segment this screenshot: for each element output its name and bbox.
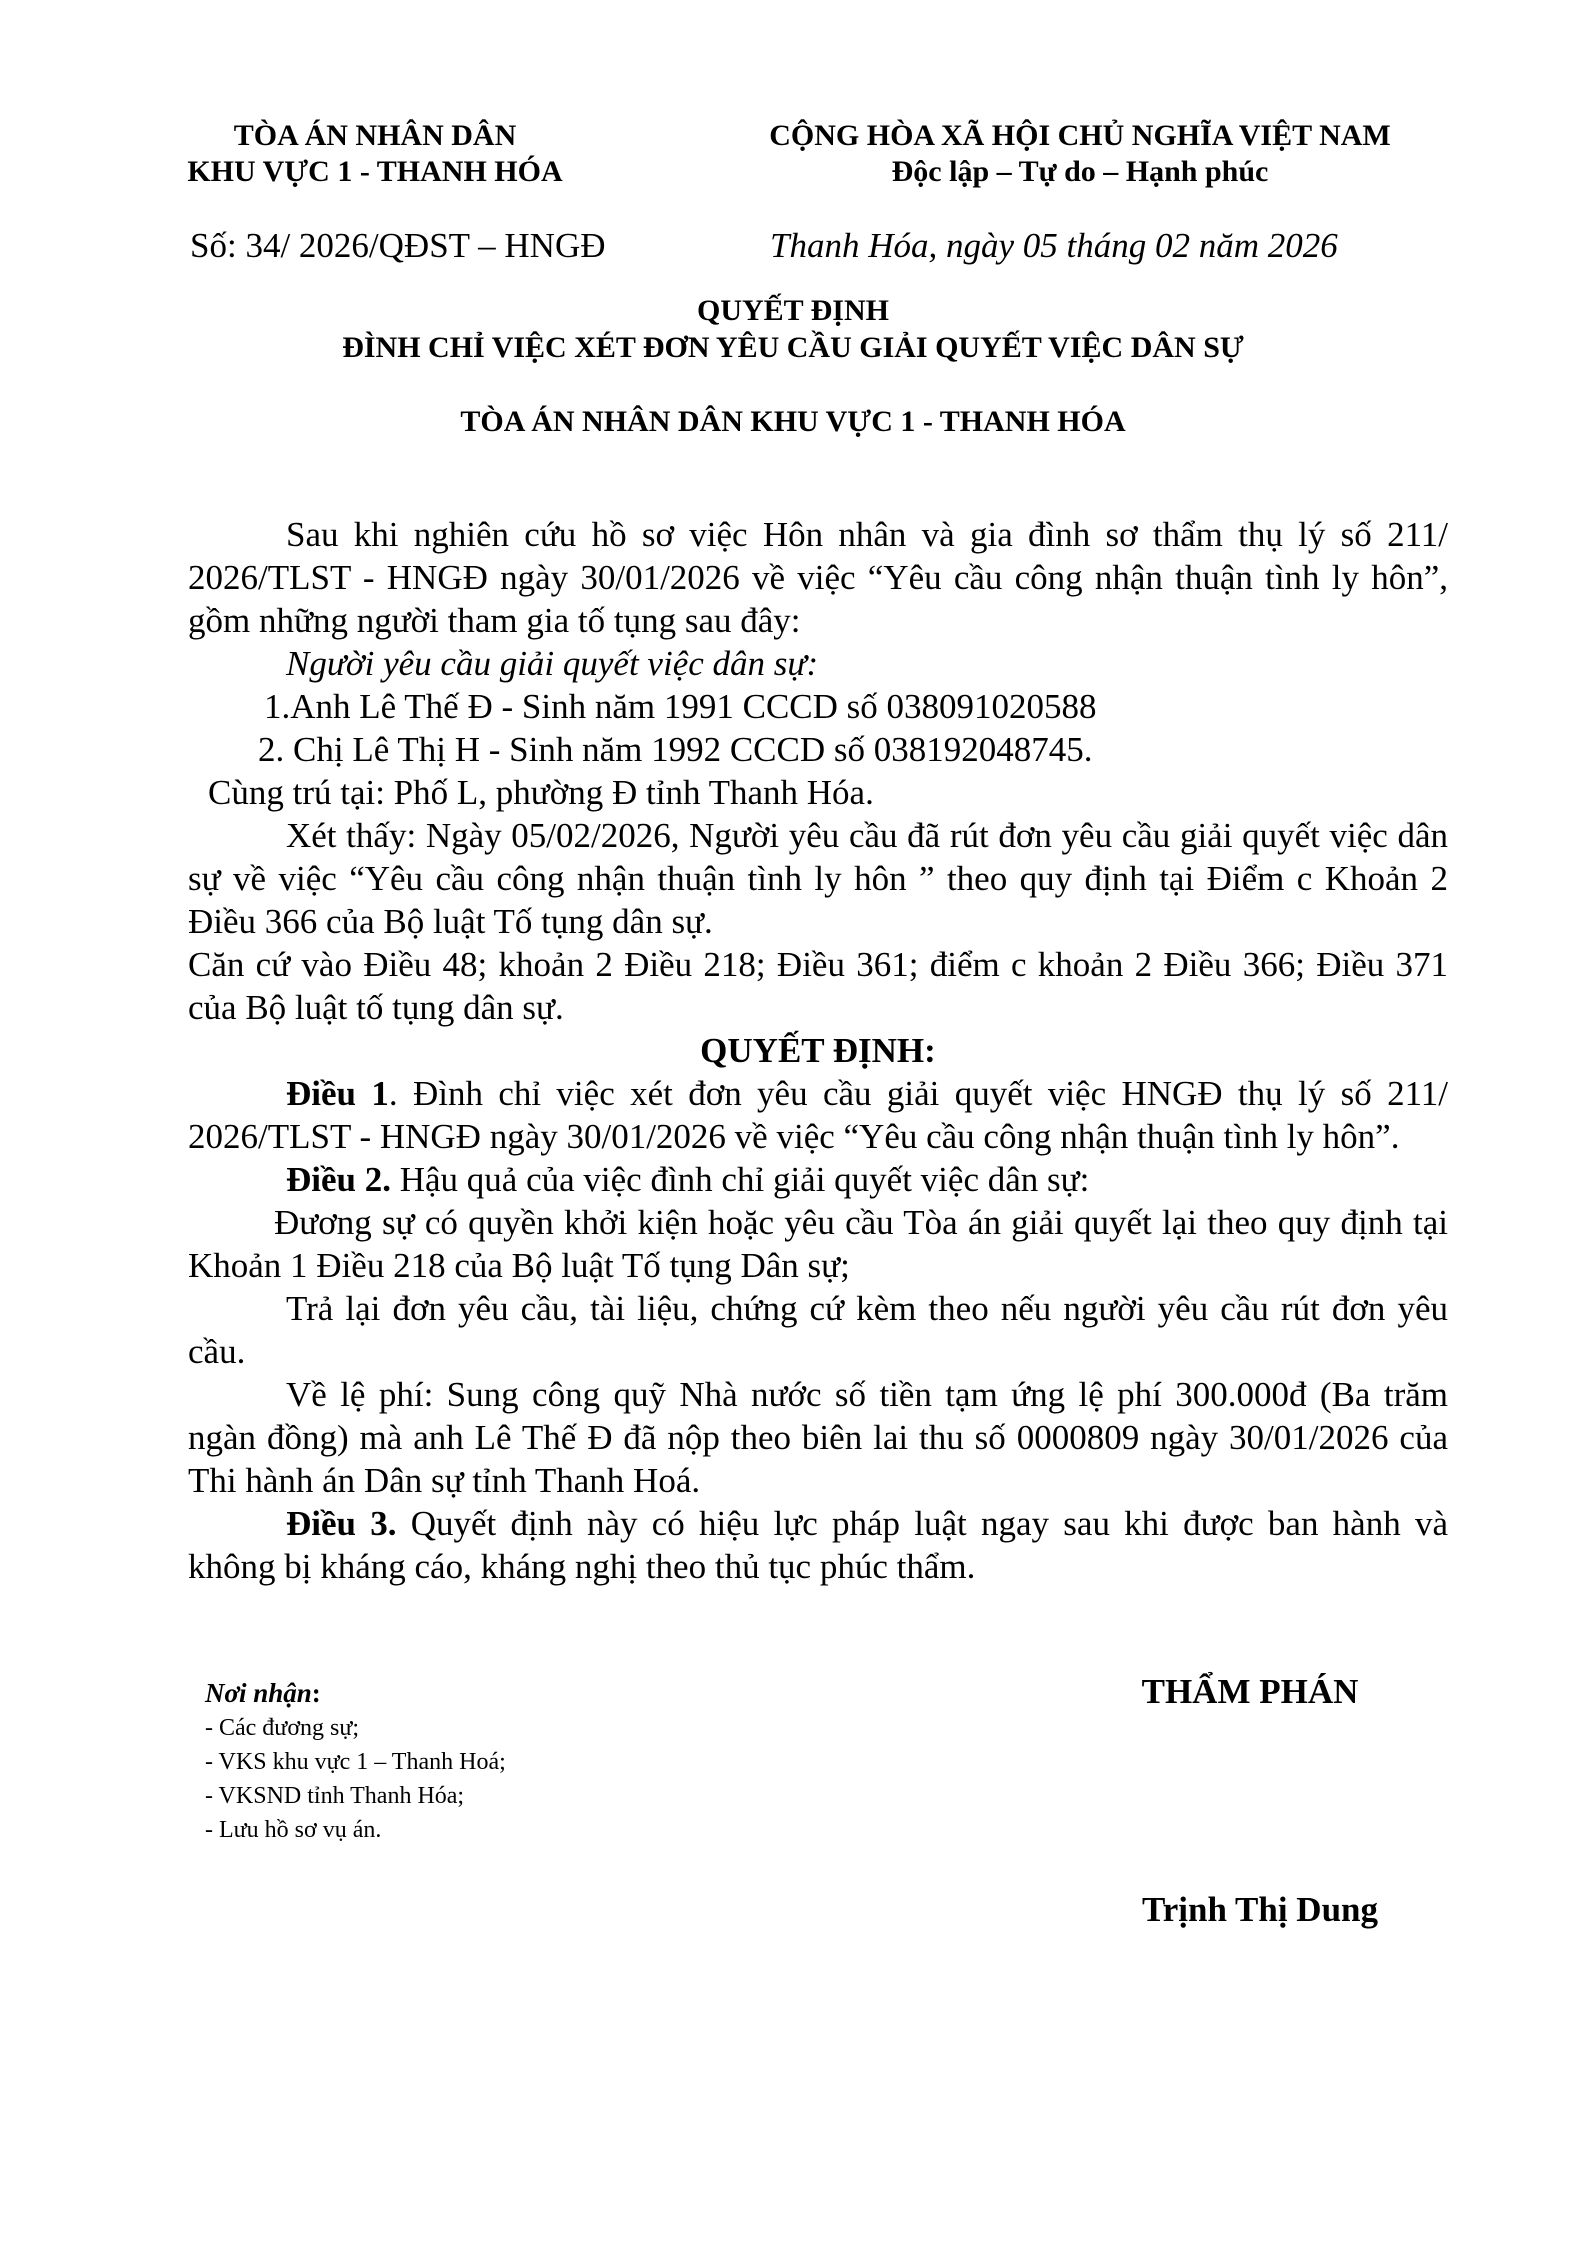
article-1 [188,1072,1448,1158]
decision-number: Số: 34/ 2026/QĐST – HNGĐ [190,226,606,265]
article-1-text: . Đình chỉ việc xét đơn yêu cầu giải quyết việc HNGĐ thụ lý số 211/ 2026/TLST - HNGĐ ngày 30/01/2026 về việc “Yêu cầu công nhận thuận tình ly hôn”. [188,1074,1448,1156]
recipient-item: - VKSND tỉnh Thanh Hóa; [205,1783,465,1809]
article-2 [188,1158,1448,1201]
recipients-heading: Nơi nhận: [205,1678,321,1708]
recipient-item: - Lưu hồ sơ vụ án. [205,1817,382,1843]
court-name-line1: TÒA ÁN NHÂN DÂN [233,119,517,152]
person-2: 2. Chị Lê Thị H - Sinh năm 1992 CCCD số 038192048745. [258,730,1093,769]
recipient-item: - VKS khu vực 1 – Thanh Hoá; [205,1749,506,1775]
recipients [205,1675,506,1847]
date-place: Thanh Hóa, ngày 05 tháng 02 năm 2026 [770,226,1338,265]
nation-motto: Độc lập – Tự do – Hạnh phúc [891,155,1269,188]
article-1-label: Điều 1 [286,1074,389,1113]
document-body [188,513,1448,1588]
article-3-label: Điều 3. [286,1504,397,1543]
article-3 [188,1502,1448,1588]
signer-name: Trịnh Thị Dung [1141,1890,1379,1929]
legal-basis: Căn cứ vào Điều 48; khoản 2 Điều 218; Điều 361; điểm c khoản 2 Điều 366; Điều 371 của Bộ luật tố tụng dân sự. [188,945,1448,1027]
person-1: 1.Anh Lê Thế Đ - Sinh năm 1991 CCCD số 038091020588 [264,687,1097,726]
nation-title: CỘNG HÒA XÃ HỘI CHỦ NGHĨA VIỆT NAM [769,119,1391,152]
court-name-line2: KHU VỰC 1 - THANH HÓA [187,155,563,188]
fee-paragraph: Về lệ phí: Sung công quỹ Nhà nước số tiền tạm ứng lệ phí 300.000đ (Ba trăm ngàn đồng) mà anh Lê Thế Đ đã nộp theo biên lai thu số 0000809 ngày 30/01/2026 của Thi hành án Dân sự tỉnh Thanh Hoá. [188,1375,1448,1500]
consideration-paragraph: Xét thấy: Ngày 05/02/2026, Người yêu cầu đã rút đơn yêu cầu giải quyết việc dân sự về việc “Yêu cầu công nhận thuận tình ly hôn ” theo quy định tại Điểm c Khoản 2 Điều 366 của Bộ luật Tố tụng dân sự. [188,816,1448,941]
article-2-text: Hậu quả của việc đình chỉ giải quyết việc dân sự: [391,1160,1090,1199]
article-2-point-2: Trả lại đơn yêu cầu, tài liệu, chứng cứ kèm theo nếu người yêu cầu rút đơn yêu cầu. [188,1289,1448,1371]
article-2-point-1: Đương sự có quyền khởi kiện hoặc yêu cầu Tòa án giải quyết lại theo quy định tại Khoản 1 Điều 218 của Bộ luật Tố tụng Dân sự; [188,1203,1448,1285]
residence: Cùng trú tại: Phố L, phường Đ tỉnh Thanh Hóa. [208,773,874,812]
requester-heading: Người yêu cầu giải quyết việc dân sự: [286,644,819,683]
signer-role: THẨM PHÁN [1141,1672,1359,1711]
article-2-label: Điều 2. [286,1160,391,1199]
document-title: QUYẾT ĐỊNH [697,294,889,327]
recipient-item: - Các đương sự; [205,1715,360,1741]
decision-heading: QUYẾT ĐỊNH: [700,1031,936,1070]
article-3-text: Quyết định này có hiệu lực pháp luật ngay sau khi được ban hành và không bị kháng cáo, kháng nghị theo thủ tục phúc thẩm. [188,1504,1448,1586]
intro-paragraph: Sau khi nghiên cứu hồ sơ việc Hôn nhân và gia đình sơ thẩm thụ lý số 211/ 2026/TLST - HNGĐ ngày 30/01/2026 về việc “Yêu cầu công nhận thuận tình ly hôn”, gồm những người tham gia tố tụng sau đây: [188,515,1448,640]
issuing-court: TÒA ÁN NHÂN DÂN KHU VỰC 1 - THANH HÓA [460,405,1126,438]
document-subtitle: ĐÌNH CHỈ VIỆC XÉT ĐƠN YÊU CẦU GIẢI QUYẾT VIỆC DÂN SỰ [342,331,1244,364]
